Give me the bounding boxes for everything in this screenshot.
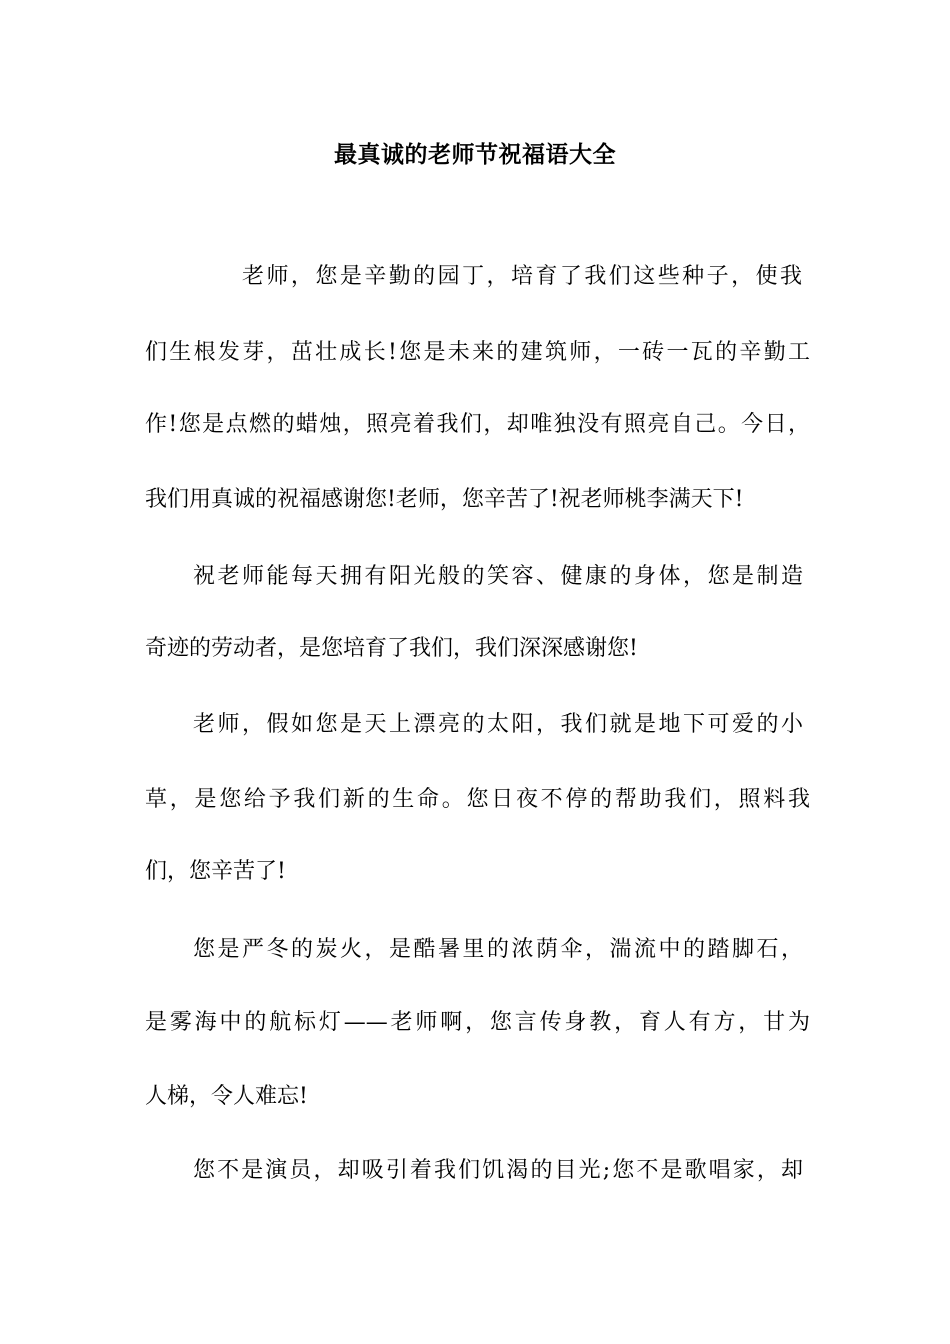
paragraph-1-line-4: 我们用真诚的祝福感谢您!老师，您辛苦了!祝老师桃李满天下! bbox=[145, 487, 744, 512]
paragraph-3-line-2: 草，是您给予我们新的生命。您日夜不停的帮助我们，照料我 bbox=[145, 787, 810, 812]
paragraph-3-line-3: 们，您辛苦了! bbox=[145, 859, 286, 884]
paragraph-4-line-1: 您是严冬的炭火，是酷暑里的浓荫伞，湍流中的踏脚石， bbox=[193, 937, 803, 962]
paragraph-2-line-1: 祝老师能每天拥有阳光般的笑容、健康的身体，您是制造 bbox=[193, 564, 803, 589]
paragraph-5-line-1: 您不是演员，却吸引着我们饥渴的目光;您不是歌唱家，却 bbox=[193, 1158, 803, 1183]
paragraph-4-line-2: 是雾海中的航标灯——老师啊，您言传身教，育人有方，甘为 bbox=[145, 1010, 810, 1035]
paragraph-1-line-1: 老师，您是辛勤的园丁，培育了我们这些种子，使我 bbox=[242, 264, 802, 289]
paragraph-4-line-3: 人梯，令人难忘! bbox=[145, 1084, 308, 1109]
paragraph-1-line-3: 作!您是点燃的蜡烛，照亮着我们，却唯独没有照亮自己。今日， bbox=[145, 412, 810, 437]
paragraph-2-line-2: 奇迹的劳动者，是您培育了我们，我们深深感谢您! bbox=[145, 636, 638, 661]
document-title: 最真诚的老师节祝福语大全 bbox=[334, 141, 616, 168]
paragraph-1-line-2: 们生根发芽，茁壮成长!您是未来的建筑师，一砖一瓦的辛勤工 bbox=[145, 340, 810, 365]
paragraph-3-line-1: 老师，假如您是天上漂亮的太阳，我们就是地下可爱的小 bbox=[193, 712, 803, 737]
